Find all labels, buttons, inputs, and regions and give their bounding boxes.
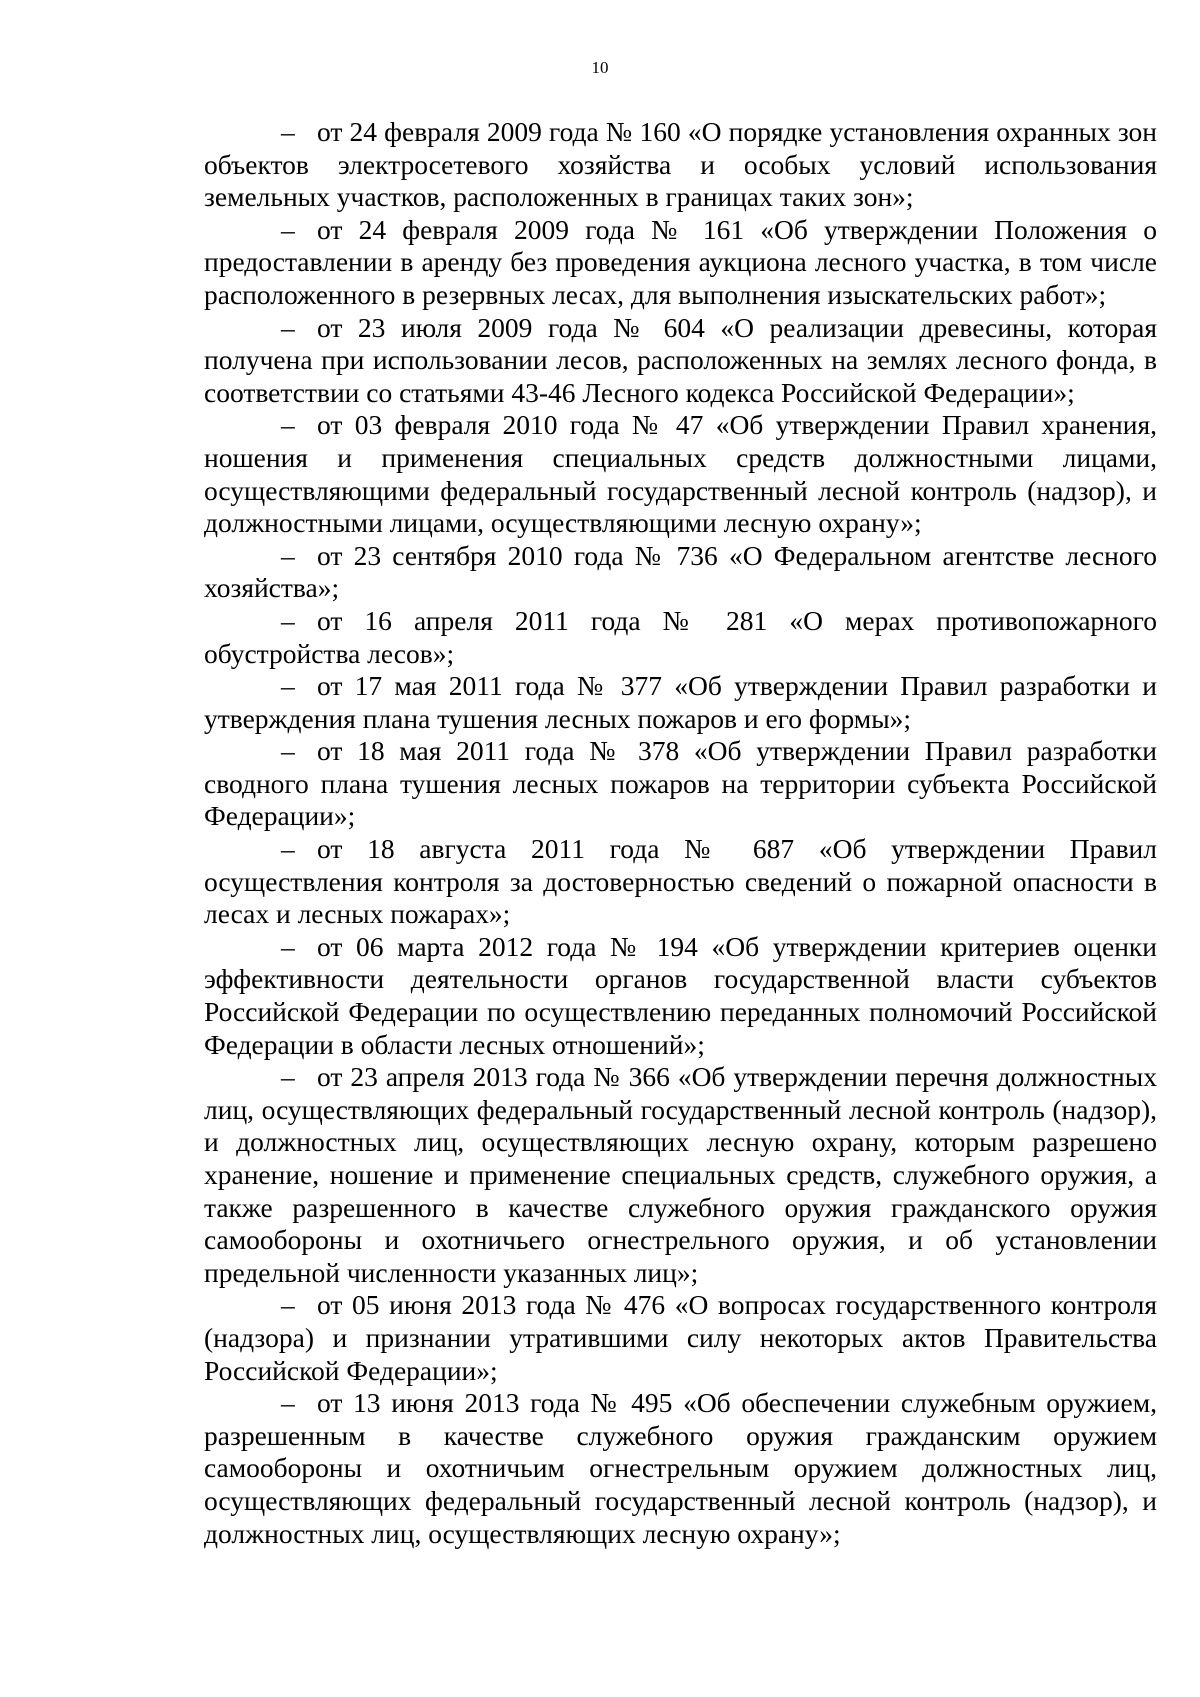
list-dash: – — [281, 604, 295, 636]
list-dash: – — [281, 670, 295, 702]
list-item — [204, 735, 1157, 833]
list-item-text: от 16 апреля 2011 года № 281 «О мерах противопожарного обустройства лесов»; — [204, 604, 1157, 669]
list-dash: – — [281, 539, 295, 571]
list-item-text: от 18 августа 2011 года № 687 «Об утверждении Правил осуществления контроля за достоверностью сведений о пожарной опасности в лесах и лесных пожарах»; — [204, 833, 1157, 930]
list-dash: – — [281, 409, 295, 441]
list-dash: – — [281, 735, 295, 767]
list-item — [204, 605, 1157, 670]
list-dash: – — [281, 930, 295, 962]
list-dash: – — [281, 116, 295, 147]
page-number: 10 — [591, 58, 609, 77]
list-dash: – — [281, 1061, 295, 1093]
list-item-text: от 24 февраля 2009 года № 161 «Об утверждении Положения о предоставлении в аренду без проведения аукциона лесного участка, в том числе расположенного в резервных лесах, для выполнения изыскательских работ»; — [204, 213, 1157, 310]
list-dash: – — [281, 1289, 295, 1321]
list-dash: – — [281, 213, 295, 245]
list-item — [204, 833, 1157, 931]
list-dash: – — [281, 311, 295, 343]
list-item-text: от 03 февраля 2010 года № 47 «Об утверждении Правил хранения, ношения и применения специальных средств должностными лицами, осуществляющими федеральный государственный лесной контроль (надзор), и должностными лицами, осуществляющими лесную охрану»; — [204, 409, 1157, 539]
list-dash: – — [281, 1387, 295, 1419]
list-item-text: от 23 апреля 2013 года № 366 «Об утверждении перечня должностных лиц, осуществляющих федеральный государственный лесной контроль (надзор), и должностных лиц, осуществляющих лесную охрану, которым разрешено хранение, ношение и применение специальных средств, служебного оружия, а также разрешенного в качестве служебного оружия гражданского оружия самообороны и охотничьего огнестрельного оружия, и об установлении предельной численности указанных лиц»; — [204, 1061, 1157, 1288]
list-item — [204, 312, 1157, 410]
list-item-text: от 05 июня 2013 года № 476 «О вопросах государственного контроля (надзора) и признании утратившими силу некоторых актов Правительства Российской Федерации»; — [204, 1289, 1157, 1386]
list-item — [204, 931, 1157, 1061]
list-item-text: от 06 марта 2012 года № 194 «Об утверждении критериев оценки эффективности деятельности органов государственной власти субъектов Российской Федерации по осуществлению переданных полномочий Российской Федерации в области лесных отношений»; — [204, 930, 1157, 1060]
list-dash: – — [281, 833, 295, 865]
list-item — [204, 409, 1157, 539]
list-item-text: от 13 июня 2013 года № 495 «Об обеспечении служебным оружием, разрешенным в качестве служебного оружия гражданским оружием самообороны и охотничьим огнестрельным оружием должностных лиц, осуществляющих федеральный государственный лесной контроль (надзор), и должностных лиц, осуществляющих лесную охрану»; — [204, 1387, 1157, 1549]
list-item — [204, 214, 1157, 312]
list-item — [204, 670, 1157, 735]
list-item-text: от 23 июля 2009 года № 604 «О реализации древесины, которая получена при использовании лесов, расположенных на землях лесного фонда, в соответствии со статьями 43-46 Лесного кодекса Российской Федерации»; — [204, 311, 1157, 408]
list-item-text: от 24 февраля 2009 года № 160 «О порядке установления охранных зон объектов электросетевого хозяйства и особых условий использования земельных участков, расположенных в границах таких зон»; — [204, 116, 1157, 213]
list-of-decrees — [204, 116, 1157, 1550]
list-item — [204, 1061, 1157, 1289]
list-item — [204, 540, 1157, 605]
list-item — [204, 116, 1157, 214]
list-item-text: от 18 мая 2011 года № 378 «Об утверждении Правил разработки сводного плана тушения лесных пожаров на территории субъекта Российской Федерации»; — [204, 735, 1157, 832]
list-item-text: от 17 мая 2011 года № 377 «Об утверждении Правил разработки и утверждения плана тушения лесных пожаров и его формы»; — [204, 670, 1157, 734]
list-item-text: от 23 сентября 2010 года № 736 «О Федеральном агентстве лесного хозяйства»; — [204, 539, 1157, 604]
list-item — [204, 1387, 1157, 1550]
list-item — [204, 1289, 1157, 1387]
